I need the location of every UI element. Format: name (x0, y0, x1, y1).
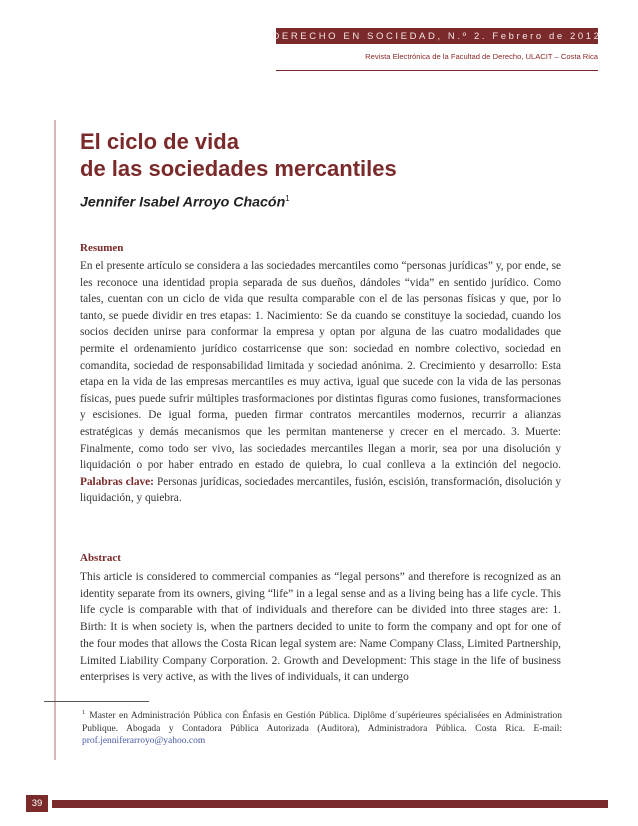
footnote (82, 707, 562, 748)
keywords-label: Palabras clave: (80, 475, 154, 488)
author-email-link[interactable]: prof.jenniferarroyo@yahoo.com (82, 736, 206, 747)
title-line-2: de las sociedades mercantiles (80, 156, 397, 181)
footnote-mark: 1 (82, 709, 86, 716)
resumen-body (80, 258, 561, 507)
article-title (80, 128, 397, 182)
page-number-box (26, 795, 48, 812)
footer-bar (52, 800, 608, 808)
author-name: Jennifer Isabel Arroyo Chacón (80, 194, 286, 211)
journal-issue-label: DERECHO EN SOCIEDAD, N.º 2. Febrero de 2012 (272, 30, 602, 42)
header-rule (276, 70, 598, 71)
abstract-body: This article is considered to commercial companies as “legal persons” and therefore is recognized as an identity separate from its owners, giving “life” in a legal sense and as a living being has a life cycle. This life cycle is comparable with that of individuals and therefore can be divided into three stages are: 1. Birth: It is when society is, when the partners decided to unite to form the company and opt for one of the four modes that allows the Costa Rican legal system are: Name Company Class, Limited Partnership, Limited Liability Company Corporation. 2. Growth and Development: This stage in the life of business enterprises is very active, as with the lives of individuals, it can undergo (80, 571, 561, 684)
article-author (80, 194, 290, 211)
resumen-text: En el presente artículo se considera a las sociedades mercantiles como “personas jurídicas” y, por ende, se les reconoce una identidad propia separada de sus dueños, dándoles “vida” en sentido jurídico. Como tales, cuentan con un ciclo de vida que resulta comparable con el de las personas físicas y que, por lo tanto, se puede dividir en tres etapas: 1. Nacimiento: Se da cuando se constituye la sociedad, cuando los socios deciden unirse para conformar la empresa y optan por alguna de las cuatro modalidades que permite el ordenamiento jurídico costarricense que son: sociedad en nombre colectivo, sociedad en comandita, sociedad de responsabilidad limitada y sociedad anónima. 2. Crecimiento y desarrollo: Esta etapa en la vida de las empresas mercantiles es muy activa, igual que sucede con la vida de las personas físicas, pues puede sufrir múltiples trasformaciones por distintas figuras como fusiones, transformaciones y escisiones. De igual forma, pueden firmar contratos mercantiles modernos, recurrir a alianzas estratégicas y demás mecanismos que les permitan mantenerse y crecer en el mercado. 3. Muerte: Finalmente, como todo ser vivo, las sociedades mercantiles llegan a morir, sea por una disolución y liquidación o por haber entrado en estado de quiebra, lo cual conlleva a la extinción del negocio. (80, 260, 561, 472)
margin-rule (54, 120, 56, 760)
journal-subtitle: Revista Electrónica de la Facultad de Derecho, ULACIT – Costa Rica (365, 52, 598, 61)
resumen-heading: Resumen (80, 242, 124, 254)
footnote-text: Master en Administración Pública con Énfasis en Gestión Pública. Diplôme d´supérieures spécialisées en Administration Publique. Abogada y Contadora Pública Autorizada (Auditora), Administradora Pública. Costa Rica. E-mail: (82, 711, 562, 734)
journal-header-bar (272, 28, 602, 44)
footnote-rule (44, 701, 149, 702)
author-footnote-mark[interactable]: 1 (285, 194, 290, 203)
title-line-1: El ciclo de vida (80, 129, 239, 154)
page-number: 39 (31, 798, 43, 809)
keywords-text: Personas jurídicas, sociedades mercantiles, fusión, escisión, transformación, disolución y liquidación, y quiebra. (80, 475, 562, 505)
abstract-heading: Abstract (80, 552, 121, 564)
